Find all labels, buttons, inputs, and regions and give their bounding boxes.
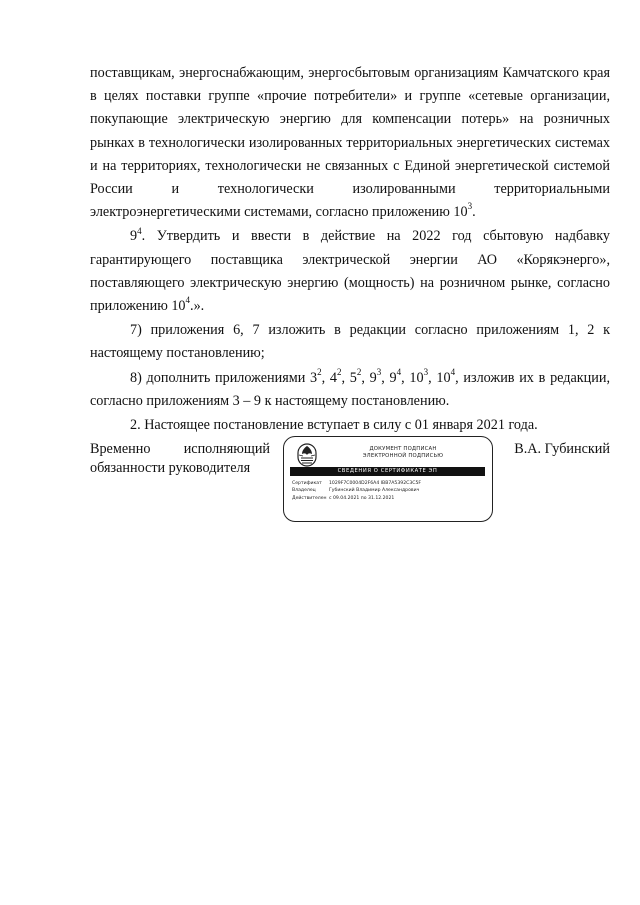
superscript: 3 — [376, 366, 382, 377]
superscript: 2 — [356, 366, 362, 377]
paragraph-text: . — [472, 204, 476, 221]
stamp-row-owner: Владелец Губинский Владимир Александрович — [292, 488, 420, 494]
paragraph-text: 8) дополнить приложениями 3 — [130, 369, 318, 386]
superscript: 4 — [450, 366, 456, 377]
superscript: 4 — [185, 295, 191, 306]
paragraph-text: .». — [190, 298, 205, 315]
paragraph — [90, 319, 610, 365]
superscript: 2 — [317, 366, 322, 377]
signer-position-word1: Временно — [90, 441, 151, 457]
stamp-row-certificate: Сертификат 1029F7C0004D2F6A4 IBB7A5392C3C5F — [292, 481, 422, 486]
superscript: 3 — [467, 201, 473, 212]
paragraph-text: . Утвердить и ввести в действие на 2022 год сбытовую надбавку гарантирующего поставщика электрической энергии АО «Корякэнерго», поставляющего электрическую энергию (мощность) на розничном рынке, согласно приложению 10 — [90, 228, 610, 315]
stamp-row-validity: Действителен с 09.04.2021 по 31.12.2021 — [292, 495, 395, 501]
paragraph-text: 9 — [130, 228, 138, 245]
paragraph-text: , изложив их в редакции, согласно приложениям 3 – 9 к настоящему постановлению. — [90, 369, 611, 409]
superscript: 3 — [423, 366, 429, 377]
paragraph-text: поставщикам, энергоснабжающим, энергосбытовым организациям Камчатского края в целях поставки группе «прочие потребители» и группе «сетевые организации, покупающие электрическую энергию для компенсации потерь» на розничных рынках в технологически изолированных территориальных энергетических системах и на территориях, технологически не связанных с Единой энергетической системой России и технологически изолированными территориальными электроэнергетическими системами, согласно приложению 10 — [90, 65, 610, 221]
signer-position-line2: обязанности руководителя — [90, 460, 251, 476]
signer-position-word2: исполняющий — [183, 441, 270, 457]
signature-block — [90, 440, 610, 530]
superscript: 4 — [137, 225, 142, 236]
paragraph-text: , 9 — [381, 369, 397, 386]
paragraph-text: , 9 — [361, 369, 377, 386]
superscript: 2 — [337, 366, 342, 377]
paragraph-text: , 4 — [321, 369, 338, 386]
stamp-certificate-header: СВЕДЕНИЯ О СЕРТИФИКАТЕ ЭП — [290, 467, 485, 476]
signer-position — [90, 440, 270, 478]
paragraph — [90, 414, 610, 437]
stamp-title: ДОКУМЕНТ ПОДПИСАН ЭЛЕКТРОННОЙ ПОДПИСЬЮ — [362, 446, 444, 459]
paragraph — [90, 367, 610, 413]
paragraph-text: , 5 — [341, 369, 357, 386]
paragraph-text: 2. Настоящее постановление вступает в силу с 01 января 2021 года. — [130, 417, 538, 434]
paragraph-text: 7) приложения 6, 7 изложить в редакции согласно приложениям 1, 2 к настоящему постановлению; — [90, 322, 610, 362]
paragraph-text: , 10 — [428, 369, 451, 386]
electronic-signature-stamp — [283, 436, 493, 522]
paragraph-text: , 10 — [401, 369, 424, 386]
coat-of-arms-icon — [296, 443, 318, 467]
paragraph — [90, 62, 610, 224]
stamp-certificate-details — [292, 480, 487, 502]
document-body — [90, 62, 610, 437]
superscript: 4 — [396, 366, 402, 377]
signer-name: В.А. Губинский — [514, 441, 610, 457]
paragraph — [90, 225, 610, 318]
